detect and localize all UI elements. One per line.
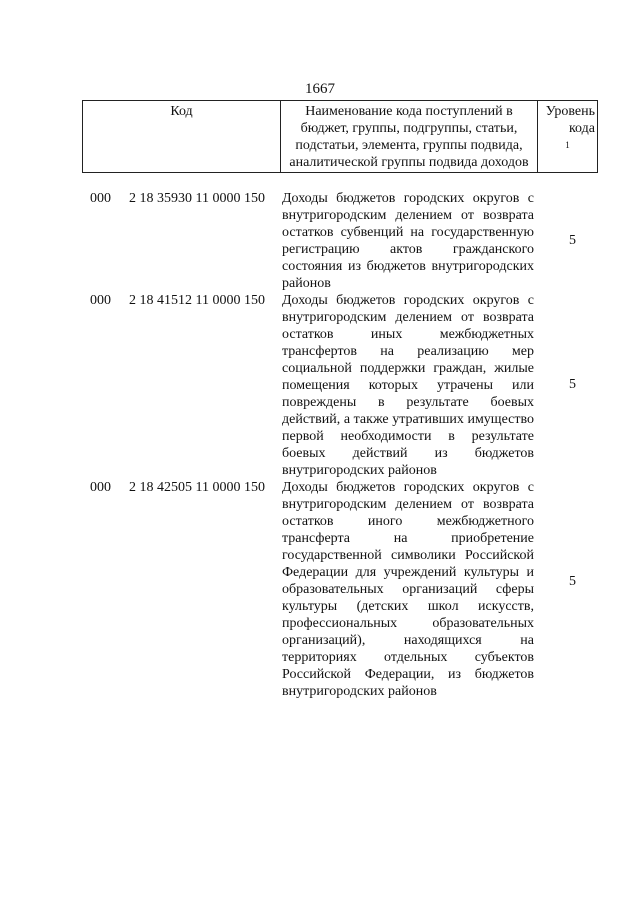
row-name: Доходы бюджетов городских округов с внутригородским делением от возврата остатков субвенций на государственную регистрацию актов гражданского состояния из бюджетов внутригородских районов [282,191,534,291]
header-level [538,101,598,173]
row-code: 2 18 41512 11 0000 150 [129,293,265,308]
table-row [82,479,576,700]
header-name: Наименование кода поступлений в бюджет, группы, подгруппы, статьи, подстатьи, элемента, группы подвида, аналитической группы подвида доходов [281,101,538,173]
row-name: Доходы бюджетов городских округов с внутригородским делением от возврата остатков иного межбюджетного трансферта на приобретение государственной символики Российской Федерации для учреждений культуры и образовательных организаций сферы культуры (детских школ искусств, профессиональных образовательных организаций), находящихся на территориях отдельных субъектов Российской Федерации, из бюджетов внутригородских районов [282,480,534,699]
table-header [82,100,598,173]
row-prefix: 000 [90,191,111,206]
header-code: Код [83,101,281,173]
row-prefix: 000 [90,293,111,308]
row-level: 5 [569,377,576,392]
footnote-marker: 1 [565,140,570,150]
row-level: 5 [569,574,576,589]
table-row [82,292,576,479]
row-code: 2 18 42505 11 0000 150 [129,480,265,495]
table-body [82,190,576,700]
row-prefix: 000 [90,480,111,495]
table-row [82,190,576,292]
header-level-label: Уровень кода [545,104,595,136]
page-number: 1667 [305,81,335,97]
row-level: 5 [569,233,576,248]
row-name: Доходы бюджетов городских округов с внутригородским делением от возврата остатков иных межбюджетных трансфертов на реализацию мер социальной поддержки граждан, жилые помещения которых утрачены или повреждены в результате боевых действий, а также утративших имущество первой необходимости в результате боевых действий из бюджетов внутригородских районов [282,293,534,478]
row-code: 2 18 35930 11 0000 150 [129,191,265,206]
